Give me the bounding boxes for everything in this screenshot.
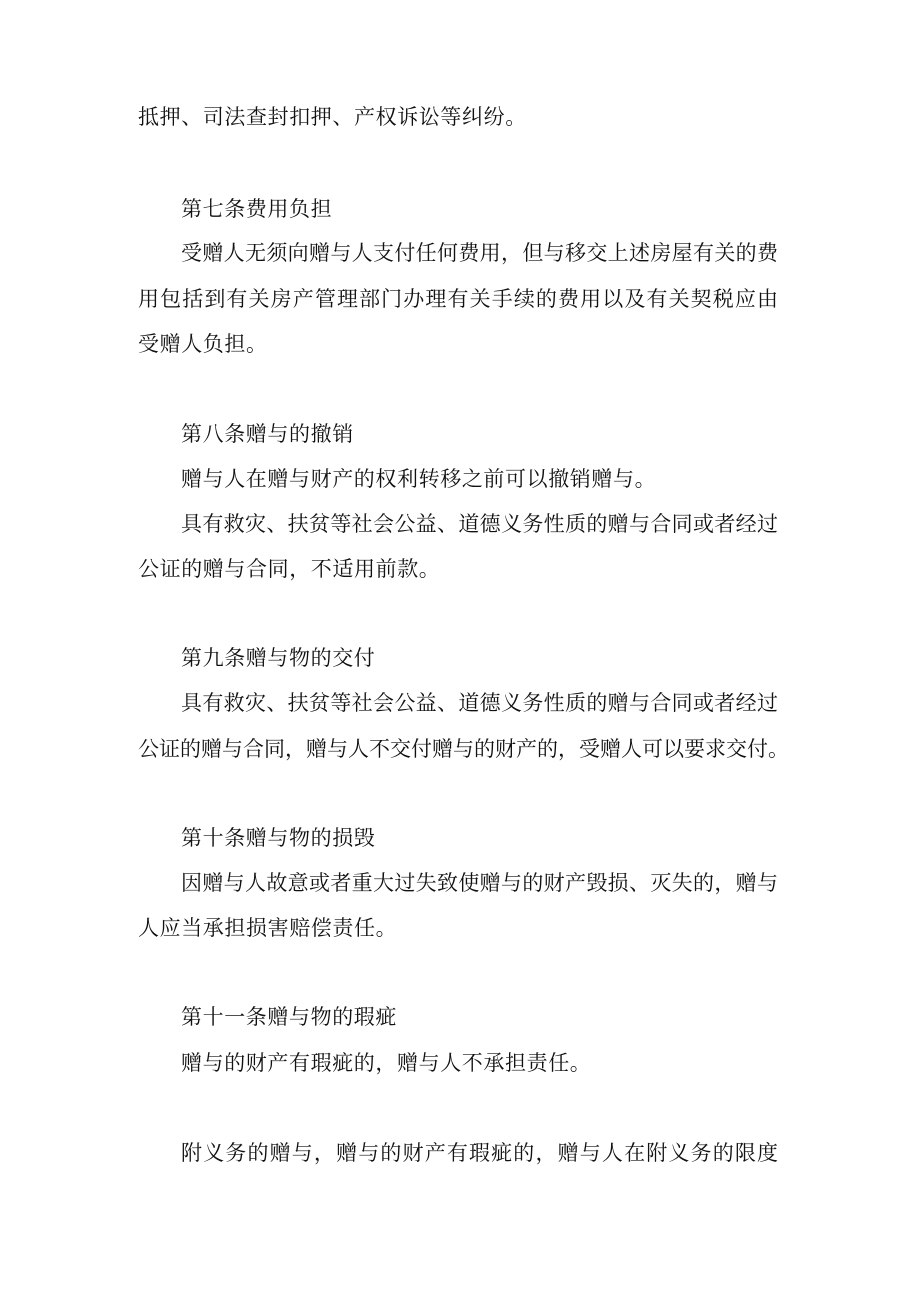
paragraph-line: 因赠与人故意或者重大过失致使赠与的财产毁损、灭失的，赠与 [181, 871, 778, 895]
article-heading: 第十一条赠与物的瑕疵 [181, 1005, 397, 1029]
article-heading: 第八条赠与的撤销 [181, 422, 354, 446]
paragraph-line: 用包括到有关房产管理部门办理有关手续的费用以及有关契税应由 [138, 287, 778, 311]
paragraph-line: 公证的赠与合同，赠与人不交付赠与的财产的，受赠人可以要求交付。 [138, 737, 789, 761]
article-heading: 第十条赠与物的损毁 [181, 826, 376, 850]
paragraph-line: 具有救灾、扶贫等社会公益、道德义务性质的赠与合同或者经过 [181, 691, 778, 715]
paragraph-line: 附义务的赠与，赠与的财产有瑕疵的，赠与人在附义务的限度 [181, 1141, 778, 1165]
paragraph-line: 赠与人在赠与财产的权利转移之前可以撤销赠与。 [181, 467, 657, 491]
paragraph-line: 公证的赠与合同，不适用前款。 [138, 557, 441, 581]
article-heading: 第七条费用负担 [181, 197, 333, 221]
article-heading: 第九条赠与物的交付 [181, 646, 376, 670]
paragraph-line: 赠与的财产有瑕疵的，赠与人不承担责任。 [181, 1051, 592, 1075]
paragraph-line: 人应当承担损害赔偿责任。 [138, 916, 398, 940]
paragraph-line: 抵押、司法查封扣押、产权诉讼等纠纷。 [138, 105, 527, 129]
paragraph-line: 受赠人无须向赠与人支付任何费用，但与移交上述房屋有关的费 [181, 241, 778, 265]
paragraph-line: 具有救灾、扶贫等社会公益、道德义务性质的赠与合同或者经过 [181, 512, 778, 536]
paragraph-line: 受赠人负担。 [138, 332, 268, 356]
